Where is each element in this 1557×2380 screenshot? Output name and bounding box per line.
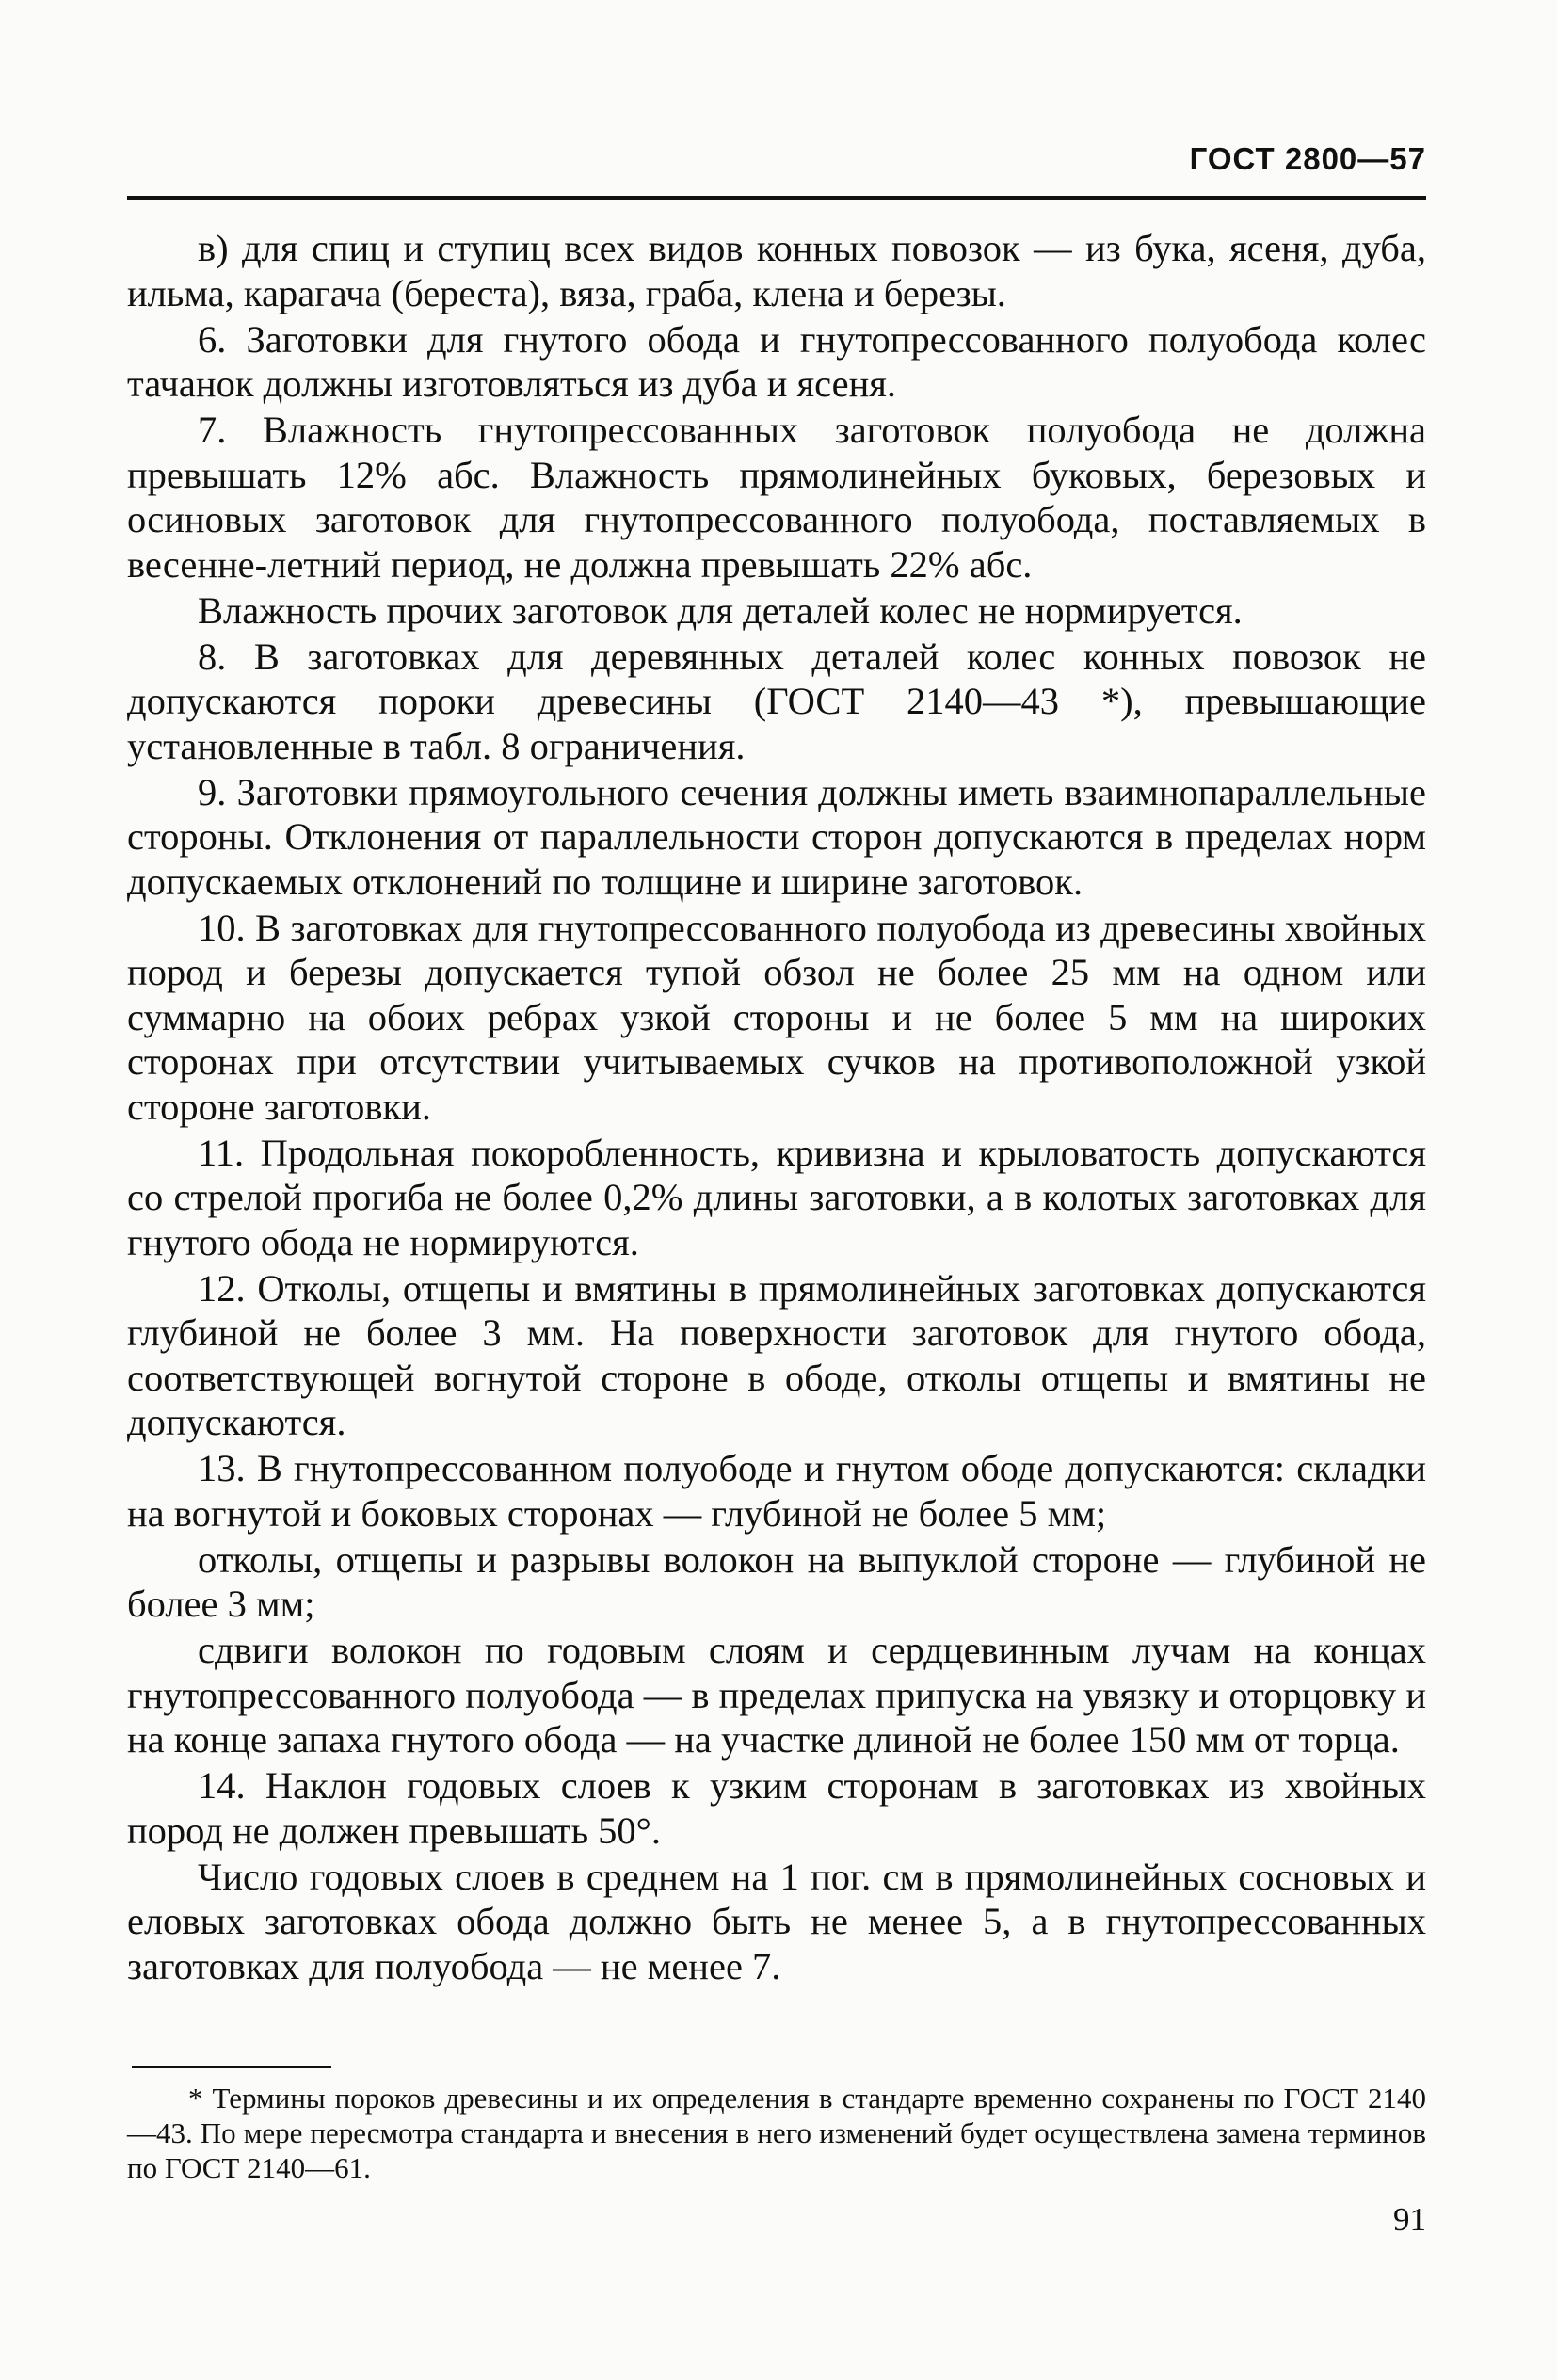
paragraph: 8. В заготовках для деревянных деталей колес конных повозок не допускаются пороки древесины (ГОСТ 2140—43 *), превышающие установленные в табл. 8 ограничения. [127,635,1426,767]
header-rule [127,196,1426,200]
page-number: 91 [1393,2201,1426,2238]
paragraph: 14. Наклон годовых слоев к узким сторонам в заготовках из хвойных пород не должен превышать 50°. [127,1764,1426,1852]
paragraph: 9. Заготовки прямоугольного сечения должны иметь взаимнопараллельные стороны. Отклонения от параллельности сторон допускаются в пределах норм допускаемых отклонений по толщине и ширине заготовок. [127,770,1426,903]
footnote [127,2081,1426,2185]
paragraph: 11. Продольная покоробленность, кривизна и крыловатость допускаются со стрелой прогиба не более 0,2% длины заготовки, а в колотых заготовках для гнутого обода не нормируются. [127,1131,1426,1263]
paragraph: Влажность прочих заготовок для деталей колес не нормируется. [198,588,1243,632]
paragraph: 6. Заготовки для гнутого обода и гнутопрессованного полуобода колес тачанок должны изготовляться из дуба и ясеня. [127,317,1426,405]
document-body [127,226,1426,1990]
footnote-text: * Термины пороков древесины и их определения в стандарте временно сохранены по ГОСТ 2140—43. По мере пересмотра стандарта и внесения в него изменений будет осуществлена замена терминов по ГОСТ 2140—61. [127,2082,1426,2184]
paragraph: 13. В гнутопрессованном полуободе и гнутом ободе допускаются: складки на вогнутой и боковых сторонах — глубиной не более 5 мм; [127,1447,1426,1535]
paragraph: 12. Отколы, отщепы и вмятины в прямолинейных заготовках допускаются глубиной не более 3 мм. На поверхности заготовок для гнутого обода, соответствующей вогнутой стороне в ободе, отколы отщепы и вмятины не допускаются. [127,1266,1426,1443]
paragraph: 10. В заготовках для гнутопрессованного полуобода из древесины хвойных пород и березы допускается тупой обзол не более 25 мм на одном или суммарно на обоих ребрах узкой стороны и не более 5 мм на широких сторонах при отсутствии учитываемых сучков на противоположной узкой стороне заготовки. [127,906,1426,1128]
paragraph: сдвиги волокон по годовым слоям и сердцевинным лучам на концах гнутопрессованного полуобода — в пределах припуска на увязку и оторцовку и на конце запаха гнутого обода — на участке длиной не более 150 мм от торца. [127,1629,1426,1761]
footnote-rule [132,2066,331,2068]
page-header: ГОСТ 2800—57 [1189,141,1426,176]
paragraph: в) для спиц и ступиц всех видов конных повозок — из бука, ясеня, дуба, ильма, карагача (береста), вяза, граба, клена и березы. [127,227,1426,314]
paragraph: 7. Влажность гнутопрессованных заготовок полуобода не должна превышать 12% абс. Влажность прямолинейных буковых, березовых и осиновых заготовок для гнутопрессованного полуобода, поставляемых в весенне-летний период, не должна превышать 22% абс. [127,409,1426,586]
paragraph: Число годовых слоев в среднем на 1 пог. см в прямолинейных сосновых и еловых заготовках обода должно быть не менее 5, а в гнутопрессованных заготовках для полуобода — не менее 7. [127,1855,1426,1987]
paragraph: отколы, отщепы и разрывы волокон на выпуклой стороне — глубиной не более 3 мм; [127,1537,1426,1625]
